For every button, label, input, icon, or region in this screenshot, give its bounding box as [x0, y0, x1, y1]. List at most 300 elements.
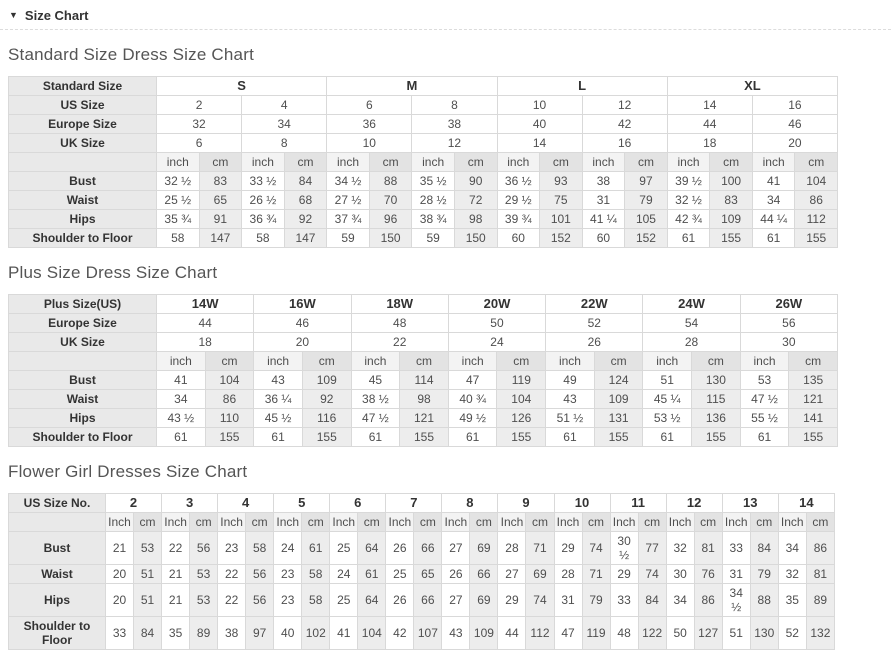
measurement-cell: 74: [582, 532, 610, 565]
measurement-cell: 61: [448, 428, 497, 447]
measurement-cell: 68: [284, 191, 327, 210]
measurement-cell: 42: [386, 617, 414, 650]
measurement-cell: 41: [330, 617, 358, 650]
size-header-cell: 14: [778, 494, 834, 513]
row-label-cell: Waist: [9, 565, 106, 584]
unit-header-row: [9, 352, 838, 371]
measurement-cell: 53: [190, 565, 218, 584]
measurement-cell: 26: [386, 532, 414, 565]
measurement-cell: 109: [302, 371, 351, 390]
row-label-cell: UK Size: [9, 134, 157, 153]
measurement-cell: 76: [694, 565, 722, 584]
measurement-cell: 86: [806, 532, 834, 565]
measurement-cell: 24: [330, 565, 358, 584]
measurement-cell: 27: [442, 584, 470, 617]
measurement-cell: 84: [638, 584, 666, 617]
measurement-cell: 42 ¾: [667, 210, 710, 229]
row-label-cell: Europe Size: [9, 314, 157, 333]
size-value-cell: 26: [546, 333, 643, 352]
measurement-cell: 66: [414, 532, 442, 565]
measurement-cell: 32 ½: [667, 191, 710, 210]
table-row: [9, 428, 838, 447]
size-value-cell: 50: [448, 314, 545, 333]
row-label-cell: Bust: [9, 371, 157, 390]
unit-cm-cell: cm: [414, 513, 442, 532]
measurement-cell: 89: [190, 617, 218, 650]
measurement-cell: 35: [778, 584, 806, 617]
measurement-cell: 25: [386, 565, 414, 584]
unit-cm-cell: cm: [470, 513, 498, 532]
measurement-cell: 41 ¼: [582, 210, 625, 229]
size-chart-collapse-header[interactable]: [0, 0, 891, 29]
size-value-cell: 18: [667, 134, 752, 153]
measurement-cell: 55 ½: [740, 409, 789, 428]
row-label-cell: Shoulder to Floor: [9, 428, 157, 447]
table-row: [9, 210, 838, 229]
measurement-cell: 32: [778, 565, 806, 584]
measurement-cell: 69: [526, 565, 554, 584]
unit-cm-cell: cm: [806, 513, 834, 532]
size-header-cell: 2: [106, 494, 162, 513]
flower-girl-size-table: [8, 493, 835, 650]
size-value-cell: 8: [412, 96, 497, 115]
size-header-cell: 6: [330, 494, 386, 513]
size-value-cell: 44: [667, 115, 752, 134]
row-label-cell: Hips: [9, 210, 157, 229]
measurement-cell: 70: [369, 191, 412, 210]
measurement-cell: 66: [470, 565, 498, 584]
measurement-cell: 47 ½: [351, 409, 400, 428]
measurement-cell: 92: [302, 390, 351, 409]
size-header-cell: L: [497, 77, 667, 96]
measurement-cell: 131: [594, 409, 643, 428]
unit-inch-cell: Inch: [778, 513, 806, 532]
measurement-cell: 61: [740, 428, 789, 447]
unit-inch-cell: Inch: [498, 513, 526, 532]
measurement-cell: 53: [740, 371, 789, 390]
measurement-cell: 58: [242, 229, 285, 248]
measurement-cell: 20: [106, 584, 134, 617]
measurement-cell: 43 ½: [157, 409, 206, 428]
size-value-cell: 2: [157, 96, 242, 115]
measurement-cell: 21: [106, 532, 134, 565]
measurement-cell: 112: [795, 210, 838, 229]
corner-label-cell: US Size No.: [9, 494, 106, 513]
measurement-cell: 33: [610, 584, 638, 617]
measurement-cell: 69: [470, 584, 498, 617]
unit-inch-cell: inch: [643, 352, 692, 371]
unit-inch-cell: Inch: [554, 513, 582, 532]
measurement-cell: 41: [752, 172, 795, 191]
size-value-cell: 20: [752, 134, 837, 153]
measurement-cell: 45: [351, 371, 400, 390]
measurement-cell: 50: [666, 617, 694, 650]
size-header-row: [9, 494, 835, 513]
row-label-cell: Shoulder to Floor: [9, 229, 157, 248]
measurement-cell: 28 ½: [412, 191, 455, 210]
unit-inch-cell: inch: [157, 153, 200, 172]
size-header-cell: 10: [554, 494, 610, 513]
size-value-cell: 56: [740, 314, 837, 333]
table-row: [9, 565, 835, 584]
measurement-cell: 116: [302, 409, 351, 428]
unit-cm-cell: cm: [358, 513, 386, 532]
measurement-cell: 97: [246, 617, 274, 650]
measurement-cell: 122: [638, 617, 666, 650]
measurement-cell: 59: [412, 229, 455, 248]
size-value-cell: 44: [157, 314, 254, 333]
measurement-cell: 34: [157, 390, 206, 409]
measurement-cell: 155: [692, 428, 741, 447]
row-label-cell-empty: [9, 513, 106, 532]
measurement-cell: 155: [594, 428, 643, 447]
measurement-cell: 101: [540, 210, 583, 229]
unit-inch-cell: inch: [582, 153, 625, 172]
measurement-cell: 53 ½: [643, 409, 692, 428]
measurement-cell: 121: [789, 390, 838, 409]
measurement-cell: 39 ¾: [497, 210, 540, 229]
measurement-cell: 104: [205, 371, 254, 390]
size-header-cell: 16W: [254, 295, 351, 314]
measurement-cell: 81: [806, 565, 834, 584]
size-header-row: [9, 295, 838, 314]
measurement-cell: 155: [400, 428, 449, 447]
measurement-cell: 33: [106, 617, 134, 650]
measurement-cell: 33: [722, 532, 750, 565]
measurement-cell: 155: [795, 229, 838, 248]
size-value-cell: 36: [327, 115, 412, 134]
measurement-cell: 155: [710, 229, 753, 248]
measurement-cell: 26: [442, 565, 470, 584]
unit-inch-cell: inch: [752, 153, 795, 172]
row-label-cell: Europe Size: [9, 115, 157, 134]
measurement-cell: 32 ½: [157, 172, 200, 191]
measurement-cell: 26: [386, 584, 414, 617]
size-header-cell: 12: [666, 494, 722, 513]
measurement-cell: 71: [526, 532, 554, 565]
measurement-cell: 52: [778, 617, 806, 650]
measurement-cell: 58: [157, 229, 200, 248]
row-label-cell: Bust: [9, 172, 157, 191]
measurement-cell: 90: [454, 172, 497, 191]
measurement-cell: 43: [254, 371, 303, 390]
unit-inch-cell: inch: [497, 153, 540, 172]
size-value-cell: 46: [752, 115, 837, 134]
measurement-cell: 109: [470, 617, 498, 650]
measurement-cell: 53: [134, 532, 162, 565]
measurement-cell: 58: [302, 584, 330, 617]
measurement-cell: 126: [497, 409, 546, 428]
unit-inch-cell: Inch: [386, 513, 414, 532]
measurement-cell: 61: [302, 532, 330, 565]
measurement-cell: 21: [162, 584, 190, 617]
unit-inch-cell: inch: [448, 352, 497, 371]
measurement-cell: 34: [752, 191, 795, 210]
measurement-cell: 34: [778, 532, 806, 565]
measurement-cell: 79: [750, 565, 778, 584]
unit-cm-cell: cm: [789, 352, 838, 371]
measurement-cell: 36 ¼: [254, 390, 303, 409]
size-header-cell: 3: [162, 494, 218, 513]
size-value-cell: 4: [242, 96, 327, 115]
unit-cm-cell: cm: [246, 513, 274, 532]
unit-inch-cell: inch: [351, 352, 400, 371]
measurement-cell: 98: [400, 390, 449, 409]
measurement-cell: 48: [610, 617, 638, 650]
table-row: [9, 229, 838, 248]
measurement-cell: 58: [302, 565, 330, 584]
measurement-cell: 84: [134, 617, 162, 650]
measurement-cell: 98: [454, 210, 497, 229]
measurement-cell: 155: [205, 428, 254, 447]
measurement-cell: 23: [274, 565, 302, 584]
measurement-cell: 107: [414, 617, 442, 650]
size-value-cell: 10: [497, 96, 582, 115]
measurement-cell: 71: [582, 565, 610, 584]
measurement-cell: 75: [540, 191, 583, 210]
row-label-cell: US Size: [9, 96, 157, 115]
measurement-cell: 105: [625, 210, 668, 229]
measurement-cell: 47: [554, 617, 582, 650]
size-header-cell: 11: [610, 494, 666, 513]
row-label-cell: Waist: [9, 191, 157, 210]
size-header-cell: 18W: [351, 295, 448, 314]
measurement-cell: 74: [638, 565, 666, 584]
unit-inch-cell: Inch: [106, 513, 134, 532]
size-value-cell: 22: [351, 333, 448, 352]
measurement-cell: 41: [157, 371, 206, 390]
measurement-cell: 91: [199, 210, 242, 229]
size-header-cell: 9: [498, 494, 554, 513]
measurement-cell: 27: [442, 532, 470, 565]
unit-cm-cell: cm: [582, 513, 610, 532]
measurement-cell: 83: [710, 191, 753, 210]
unit-cm-cell: cm: [540, 153, 583, 172]
measurement-cell: 136: [692, 409, 741, 428]
size-value-cell: 32: [157, 115, 242, 134]
table-row: [9, 371, 838, 390]
measurement-cell: 104: [358, 617, 386, 650]
measurement-cell: 25: [330, 584, 358, 617]
size-header-cell: 5: [274, 494, 330, 513]
unit-cm-cell: cm: [694, 513, 722, 532]
size-header-cell: 14W: [157, 295, 254, 314]
measurement-cell: 65: [199, 191, 242, 210]
measurement-cell: 130: [750, 617, 778, 650]
measurement-cell: 32: [666, 532, 694, 565]
measurement-cell: 110: [205, 409, 254, 428]
size-value-cell: 16: [582, 134, 667, 153]
measurement-cell: 86: [694, 584, 722, 617]
measurement-cell: 25: [330, 532, 358, 565]
unit-inch-cell: Inch: [162, 513, 190, 532]
section-heading: Flower Girl Dresses Size Chart: [8, 462, 248, 481]
row-label-cell: Shoulder to Floor: [9, 617, 106, 650]
measurement-cell: 152: [540, 229, 583, 248]
measurement-cell: 155: [789, 428, 838, 447]
measurement-cell: 40: [274, 617, 302, 650]
unit-cm-cell: cm: [190, 513, 218, 532]
size-header-cell: S: [157, 77, 327, 96]
measurement-cell: 77: [638, 532, 666, 565]
section-heading: Standard Size Dress Size Chart: [8, 45, 254, 64]
measurement-cell: 36 ¾: [242, 210, 285, 229]
unit-inch-cell: Inch: [330, 513, 358, 532]
measurement-cell: 86: [205, 390, 254, 409]
unit-cm-cell: cm: [638, 513, 666, 532]
measurement-cell: 147: [199, 229, 242, 248]
size-value-cell: 12: [582, 96, 667, 115]
row-label-cell-empty: [9, 153, 157, 172]
size-value-cell: 6: [157, 134, 242, 153]
unit-cm-cell: cm: [369, 153, 412, 172]
measurement-cell: 44 ¼: [752, 210, 795, 229]
measurement-cell: 27: [498, 565, 526, 584]
size-header-cell: 13: [722, 494, 778, 513]
unit-inch-cell: Inch: [722, 513, 750, 532]
measurement-cell: 29 ½: [497, 191, 540, 210]
measurement-cell: 109: [594, 390, 643, 409]
size-header-row: [9, 77, 838, 96]
table-row: [9, 333, 838, 352]
table-row: [9, 96, 838, 115]
measurement-cell: 45 ¼: [643, 390, 692, 409]
size-header-cell: M: [327, 77, 497, 96]
measurement-cell: 51: [722, 617, 750, 650]
measurement-cell: 147: [284, 229, 327, 248]
measurement-cell: 24: [274, 532, 302, 565]
measurement-cell: 56: [246, 565, 274, 584]
unit-inch-cell: inch: [667, 153, 710, 172]
size-value-cell: 52: [546, 314, 643, 333]
table-row: [9, 191, 838, 210]
size-value-cell: 48: [351, 314, 448, 333]
measurement-cell: 37 ¾: [327, 210, 370, 229]
measurement-cell: 130: [692, 371, 741, 390]
measurement-cell: 89: [806, 584, 834, 617]
unit-cm-cell: cm: [205, 352, 254, 371]
measurement-cell: 33 ½: [242, 172, 285, 191]
measurement-cell: 30 ½: [610, 532, 638, 565]
row-label-cell: UK Size: [9, 333, 157, 352]
size-header-cell: 4: [218, 494, 274, 513]
measurement-cell: 26 ½: [242, 191, 285, 210]
collapse-title: Size Chart: [24, 8, 89, 23]
size-value-cell: 30: [740, 333, 837, 352]
measurement-cell: 127: [694, 617, 722, 650]
unit-inch-cell: inch: [242, 153, 285, 172]
measurement-cell: 51 ½: [546, 409, 595, 428]
standard-size-table: [8, 76, 838, 248]
measurement-cell: 35 ½: [412, 172, 455, 191]
measurement-cell: 102: [302, 617, 330, 650]
measurement-cell: 64: [358, 584, 386, 617]
size-header-cell: 7: [386, 494, 442, 513]
measurement-cell: 30: [666, 565, 694, 584]
unit-header-row: [9, 153, 838, 172]
measurement-cell: 72: [454, 191, 497, 210]
measurement-cell: 61: [254, 428, 303, 447]
table-row: [9, 115, 838, 134]
measurement-cell: 22: [162, 532, 190, 565]
measurement-cell: 35 ¾: [157, 210, 200, 229]
measurement-cell: 155: [497, 428, 546, 447]
measurement-cell: 79: [625, 191, 668, 210]
measurement-cell: 114: [400, 371, 449, 390]
unit-inch-cell: inch: [254, 352, 303, 371]
unit-inch-cell: inch: [327, 153, 370, 172]
measurement-cell: 83: [199, 172, 242, 191]
measurement-cell: 45 ½: [254, 409, 303, 428]
measurement-cell: 56: [246, 584, 274, 617]
measurement-cell: 61: [667, 229, 710, 248]
measurement-cell: 121: [400, 409, 449, 428]
unit-cm-cell: cm: [497, 352, 546, 371]
table-row: [9, 314, 838, 333]
size-value-cell: 18: [157, 333, 254, 352]
unit-cm-cell: cm: [302, 513, 330, 532]
size-value-cell: 12: [412, 134, 497, 153]
size-value-cell: 38: [412, 115, 497, 134]
measurement-cell: 60: [497, 229, 540, 248]
unit-cm-cell: cm: [625, 153, 668, 172]
measurement-cell: 29: [498, 584, 526, 617]
measurement-cell: 84: [284, 172, 327, 191]
unit-cm-cell: cm: [750, 513, 778, 532]
measurement-cell: 31: [554, 584, 582, 617]
measurement-cell: 155: [302, 428, 351, 447]
size-header-cell: 20W: [448, 295, 545, 314]
measurement-cell: 135: [789, 371, 838, 390]
unit-cm-cell: cm: [199, 153, 242, 172]
measurement-cell: 44: [498, 617, 526, 650]
measurement-cell: 88: [750, 584, 778, 617]
size-value-cell: 10: [327, 134, 412, 153]
table-row: [9, 134, 838, 153]
unit-header-row: [9, 513, 835, 532]
measurement-cell: 58: [246, 532, 274, 565]
measurement-cell: 35: [162, 617, 190, 650]
measurement-cell: 112: [526, 617, 554, 650]
measurement-cell: 36 ½: [497, 172, 540, 191]
measurement-cell: 93: [540, 172, 583, 191]
measurement-cell: 28: [554, 565, 582, 584]
unit-cm-cell: cm: [526, 513, 554, 532]
unit-inch-cell: Inch: [442, 513, 470, 532]
table-row: [9, 172, 838, 191]
table-row: [9, 584, 835, 617]
table-row: [9, 409, 838, 428]
measurement-cell: 34 ½: [327, 172, 370, 191]
measurement-cell: 61: [752, 229, 795, 248]
size-value-cell: 14: [497, 134, 582, 153]
measurement-cell: 51: [134, 565, 162, 584]
unit-inch-cell: Inch: [610, 513, 638, 532]
measurement-cell: 29: [554, 532, 582, 565]
measurement-cell: 150: [454, 229, 497, 248]
dashed-separator: [0, 29, 891, 30]
measurement-cell: 20: [106, 565, 134, 584]
measurement-cell: 81: [694, 532, 722, 565]
measurement-cell: 38 ½: [351, 390, 400, 409]
row-label-cell: Hips: [9, 584, 106, 617]
unit-inch-cell: inch: [157, 352, 206, 371]
measurement-cell: 38 ¾: [412, 210, 455, 229]
size-value-cell: 24: [448, 333, 545, 352]
size-value-cell: 34: [242, 115, 327, 134]
size-value-cell: 40: [497, 115, 582, 134]
row-label-cell: Waist: [9, 390, 157, 409]
